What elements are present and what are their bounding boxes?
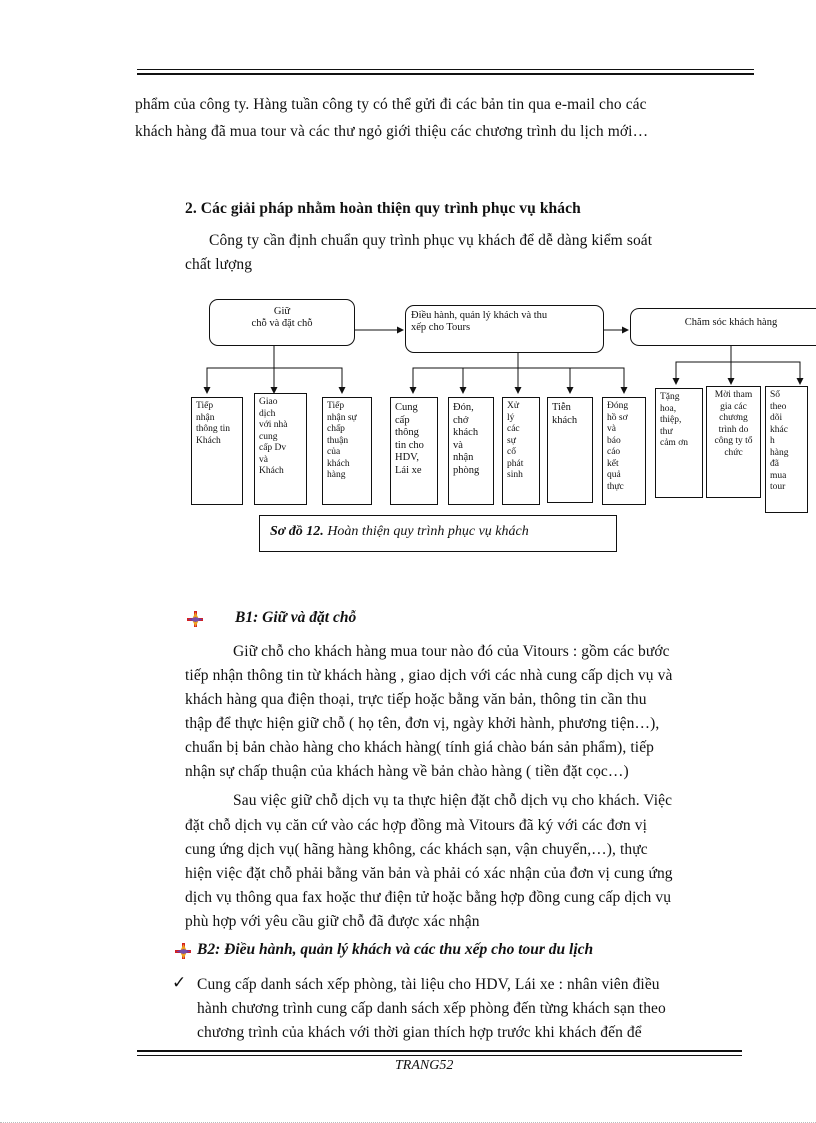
sub-tang-hoa: Tặng hoa, thiệp, thư cảm ơn bbox=[655, 388, 703, 498]
box-giu-cho: Giữ chỗ và đặt chỗ bbox=[209, 299, 355, 346]
footer-rule-bottom bbox=[137, 1055, 742, 1056]
sub-dong-ho-so: Đóng hồ sơ và báo cáo kết quả thực bbox=[602, 397, 646, 505]
b1-p2-line: hiện việc đặt chỗ phải bằng văn bản và phải có xác nhận của đơn vị cung ứng bbox=[185, 865, 673, 882]
b1-p1-line: tiếp nhận thông tin từ khách hàng , giao dịch với các nhà cung cấp dịch vụ và bbox=[185, 667, 673, 684]
b1-p2-line: phù hợp với yêu cầu giữ chỗ đã được xác nhận bbox=[185, 913, 480, 930]
intro-line-2: khách hàng đã mua tour và các thư ngỏ giới thiệu các chương trình du lịch mới… bbox=[135, 123, 649, 140]
section-line-1: Công ty cần định chuẩn quy trình phục vụ khách để dễ dàng kiểm soát bbox=[209, 232, 653, 249]
b1-p2-line: Sau việc giữ chỗ dịch vụ ta thực hiện đặt chỗ dịch vụ cho khách. Việc bbox=[233, 792, 673, 809]
checkmark-icon: ✓ bbox=[172, 973, 187, 993]
sub-cung-cap-thong-tin: Cung cấp thông tin cho HDV, Lái xe bbox=[390, 397, 438, 505]
section-line-2: chất lượng bbox=[185, 256, 253, 273]
footer-rule-top bbox=[137, 1050, 742, 1052]
section-heading: 2. Các giải pháp nhằm hoàn thiện quy trình phục vụ khách bbox=[185, 200, 581, 217]
b2-line: chương trình của khách với thời gian thích hợp trước khi khách đến để bbox=[197, 1024, 642, 1041]
b1-title: B1: Giữ và đặt chỗ bbox=[235, 609, 357, 626]
b1-p2-line: đặt chỗ dịch vụ căn cứ vào các hợp đồng mà Vitours đã ký với các đơn vị bbox=[185, 817, 647, 834]
b2-line: Cung cấp danh sách xếp phòng, tài liệu cho HDV, Lái xe : nhân viên điều bbox=[197, 976, 660, 993]
b2-title: B2: Điều hành, quản lý khách và các thu xếp cho tour du lịch bbox=[197, 941, 594, 958]
intro-line-1: phẩm của công ty. Hàng tuần công ty có thể gửi đi các bản tin qua e-mail cho các bbox=[135, 96, 647, 113]
sub-moi-tham-gia: Mời tham gia các chương trình do công ty tổ chức bbox=[706, 386, 761, 498]
b1-p1-line: nhận sự chấp thuận của khách hàng về bản chào hàng ( tiền đặt cọc…) bbox=[185, 763, 629, 780]
b1-p1-line: khách hàng qua điện thoại, trực tiếp hoặc bằng văn bản, thông tin cần thu bbox=[185, 691, 647, 708]
sub-tiep-nhan-chap-thuan: Tiếp nhận sự chấp thuận của khách hàng bbox=[322, 397, 372, 505]
b1-p1-line: Giữ chỗ cho khách hàng mua tour nào đó của Vitours : gồm các bước bbox=[233, 643, 670, 660]
sub-don-cho-khach: Đón, chở khách và nhận phòng bbox=[448, 397, 494, 505]
pin-bullet-icon bbox=[174, 942, 192, 960]
pin-bullet-icon bbox=[186, 610, 204, 628]
sub-tiep-nhan-thong-tin: Tiếp nhận thông tin Khách bbox=[191, 397, 243, 505]
b2-line: hành chương trình cung cấp danh sách xếp phòng đến từng khách sạn theo bbox=[197, 1000, 666, 1017]
box-cham-soc: Chăm sóc khách hàng bbox=[630, 308, 816, 346]
b1-p2-line: cung ứng dịch vụ( hãng hàng không, các khách sạn, vận chuyển,…), thực bbox=[185, 841, 648, 858]
b1-p1-line: chuẩn bị bản chào hàng cho khách hàng( tính giá chào bán sản phẩm), tiếp bbox=[185, 739, 655, 756]
b1-p2-line: dịch vụ thông qua fax hoặc thư điện tử hoặc bằng hợp đồng cung cấp dịch vụ bbox=[185, 889, 672, 906]
b1-p1-line: thập để thực hiện giữ chỗ ( họ tên, đơn vị, ngày khởi hành, phương tiện…), bbox=[185, 715, 660, 732]
sub-so-theo-doi: Sổ theo dõi khác h hàng đã mua tour bbox=[765, 386, 808, 513]
sub-xu-ly-su-co: Xử lý các sự cố phát sinh bbox=[502, 397, 540, 505]
sub-tien-khach: Tiễn khách bbox=[547, 397, 593, 503]
box-dieu-hanh: Điều hành, quản lý khách và thu xếp cho Tours bbox=[405, 305, 604, 353]
diagram-caption: Sơ đồ 12. Hoàn thiện quy trình phục vụ khách bbox=[259, 515, 617, 552]
sub-giao-dich: Giao dịch với nhà cung cấp Dv và Khách bbox=[254, 393, 307, 505]
page-number: TRANG52 bbox=[395, 1058, 454, 1073]
